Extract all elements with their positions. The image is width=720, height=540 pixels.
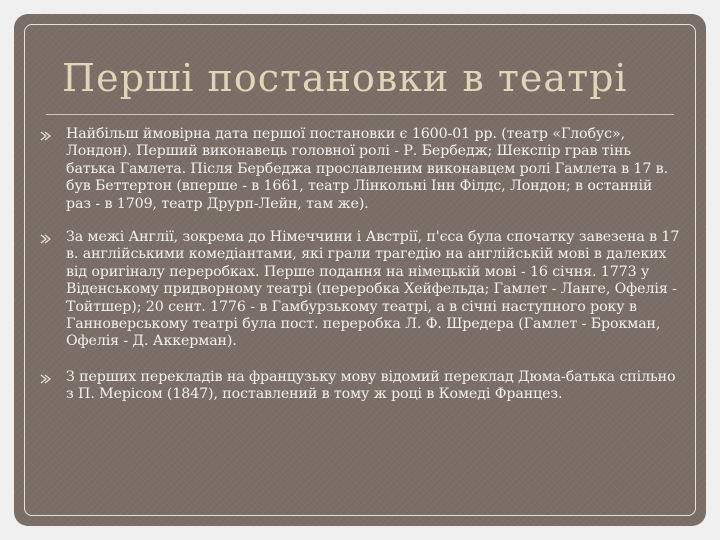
ornament-bullet-icon [40, 374, 52, 384]
title-divider [46, 114, 674, 115]
list-item [40, 369, 680, 404]
slide-title: Перші постановки в театрі [62, 56, 628, 100]
bullet-text: За межі Англії, зокрема до Німеччини і Австрії, п'єса була спочатку завезена в 17 в. англійськими комедіантами, які грали трагедію на англійській мові в далеких від оригіналу переробках. Перше подання на німецькій мові - 16 січня. 1773 у Віденському придворному театрі (переробка Хейфельда; Гамлет - Ланге, Офелія - Тойтшер); 20 сент. 1776 - в Гамбурзькому театрі, а в січні наступного року в Ганноверському театрі була пост. переробка Л. Ф. Шредера (Гамлет - Брокман, Офелія - Д. Аккерман). [66, 229, 680, 350]
bullet-list [40, 126, 680, 420]
list-item [40, 126, 680, 213]
bullet-text: З перших перекладів на французьку мову відомий переклад Дюма-батька спільно з П. Мерісом (1847), поставлений в тому ж році в Комеді Францез. [66, 368, 676, 403]
ornament-bullet-icon [40, 234, 52, 244]
list-item [40, 229, 680, 351]
bullet-text: Найбільш ймовірна дата першої постановки є 1600-01 рр. (театр «Глобус», Лондон). Перший виконавець головної ролі - Р. Бербедж; Шекспір грав тінь батька Гамлета. Після Бербеджа прославленим виконавцем ролі Гамлета в 17 в. був Беттертон (вперше - в 1661, театр Лінкольні Інн Філдс, Лондон; в останній раз - в 1709, театр Друрп-Лейн, там же). [66, 126, 668, 212]
ornament-bullet-icon [40, 131, 52, 141]
